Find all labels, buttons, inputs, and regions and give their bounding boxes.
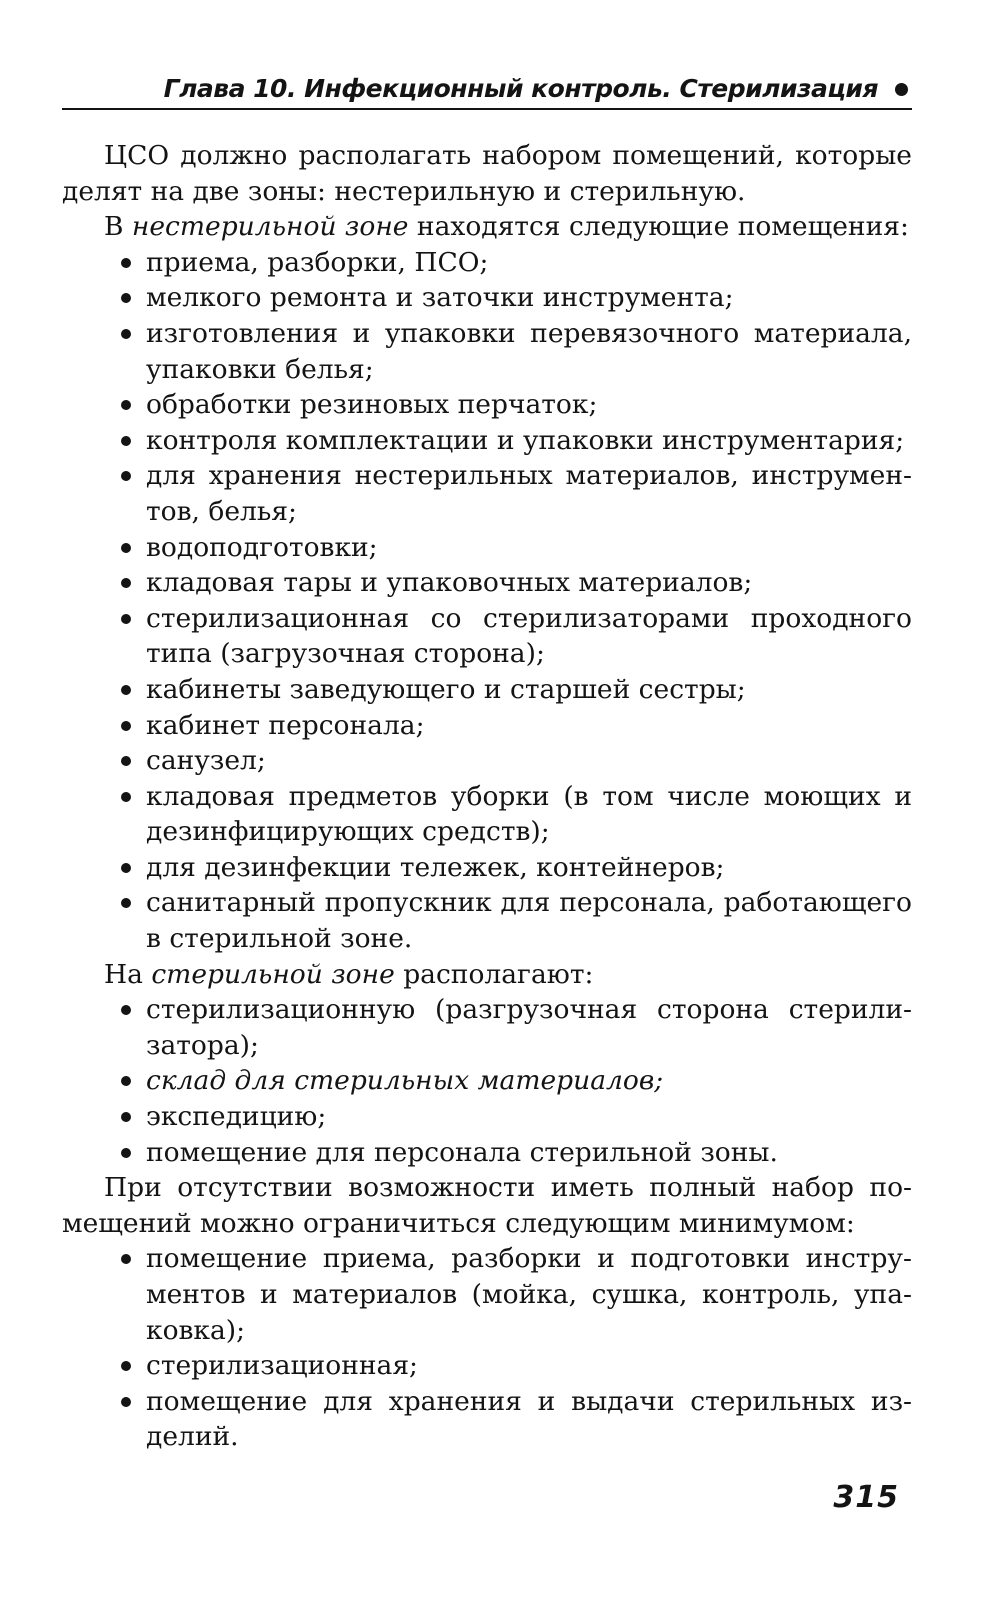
list-item <box>146 1099 912 1135</box>
nonsterile-zone-term: нестерильной зоне <box>131 211 409 243</box>
nonsterile-room-list <box>62 245 912 957</box>
list-item-text: для дезинфекции тележек, контейнеров; <box>146 851 725 883</box>
bullet-icon <box>121 1361 131 1371</box>
page-number: 315 <box>833 1480 899 1515</box>
list-item <box>146 672 912 708</box>
bullet-icon <box>121 578 131 588</box>
nonsterile-zone-paragraph <box>62 209 912 245</box>
list-item <box>146 565 912 601</box>
nonsterile-suffix: находятся следующие помещения: <box>408 211 909 243</box>
sterile-zone-paragraph <box>62 957 912 993</box>
bullet-icon <box>121 1397 131 1407</box>
list-item-text: кладовая предметов уборки (в том числе моющих и дезинфицирующих средств); <box>146 780 912 848</box>
bullet-icon <box>121 543 131 553</box>
list-item-text: помещение для хранения и выдачи стерильных изделий. <box>146 1385 912 1453</box>
list-item <box>146 1063 912 1099</box>
list-item <box>146 245 912 281</box>
list-item <box>146 1384 912 1455</box>
header-rule <box>62 108 912 110</box>
bullet-icon <box>121 1254 131 1264</box>
list-item-text: склад для стерильных материалов; <box>146 1065 664 1097</box>
intro-paragraph: ЦСО должно располагать набором помещений, которые делят на две зоны: нестерильную и стерильную. <box>62 140 912 207</box>
list-item-text: кабинет персонала; <box>146 709 425 741</box>
list-item-text: обработки резиновых перчаток; <box>146 389 598 421</box>
bullet-icon <box>121 1112 131 1122</box>
header-bullet-icon <box>895 83 908 96</box>
list-item <box>146 458 912 529</box>
chapter-title: Глава 10. Инфекционный контроль. Стерилизация <box>163 74 878 103</box>
list-item <box>146 530 912 566</box>
list-item <box>146 316 912 387</box>
list-item-text: помещение для персонала стерильной зоны. <box>146 1136 778 1168</box>
list-item <box>146 387 912 423</box>
list-item <box>146 1348 912 1384</box>
list-item-text: приема, разборки, ПСО; <box>146 246 489 278</box>
list-item <box>146 885 912 956</box>
bullet-icon <box>121 400 131 410</box>
list-item-text: водоподготовки; <box>146 531 378 563</box>
minimum-room-list <box>62 1241 912 1455</box>
bullet-icon <box>121 685 131 695</box>
list-item-text: экспедицию; <box>146 1101 327 1133</box>
list-item <box>146 850 912 886</box>
bullet-icon <box>121 614 131 624</box>
bullet-icon <box>121 1005 131 1015</box>
list-item <box>146 601 912 672</box>
sterile-zone-term: стерильной зоне <box>151 958 395 990</box>
list-item <box>146 1135 912 1171</box>
list-item <box>146 280 912 316</box>
list-item-text: санитарный пропускник для персонала, работающего в стерильной зоне. <box>146 887 912 955</box>
sterile-suffix: располагают: <box>394 958 594 990</box>
bullet-icon <box>121 898 131 908</box>
running-header <box>62 72 912 112</box>
list-item-text: изготовления и упаковки перевязочного материала, упаковки белья; <box>146 317 912 385</box>
bullet-icon <box>121 329 131 339</box>
bullet-icon <box>121 863 131 873</box>
list-item <box>146 423 912 459</box>
bullet-icon <box>121 293 131 303</box>
sterile-prefix: На <box>104 958 152 990</box>
nonsterile-prefix: В <box>104 211 132 243</box>
list-item-text: кабинеты заведующего и старшей сестры; <box>146 673 746 705</box>
bullet-icon <box>121 792 131 802</box>
list-item-text: кладовая тары и упаковочных материалов; <box>146 567 753 599</box>
list-item <box>146 743 912 779</box>
list-item-text: стерилизационная; <box>146 1350 418 1382</box>
list-item-text: контроля комплектации и упаковки инструментария; <box>146 424 905 456</box>
bullet-icon <box>121 436 131 446</box>
minimum-paragraph: При отсутствии возможности иметь полный набор помещений можно ограничиться следующим минимумом: <box>62 1172 912 1239</box>
list-item <box>146 992 912 1063</box>
list-item-text: стерилизационную (разгрузочная сторона стерилизатора); <box>146 994 912 1061</box>
bullet-icon <box>121 1076 131 1086</box>
bullet-icon <box>121 756 131 766</box>
page-body <box>62 138 912 1455</box>
sterile-room-list <box>62 992 912 1170</box>
bullet-icon <box>121 471 131 481</box>
bullet-icon <box>121 1148 131 1158</box>
bullet-icon <box>121 721 131 731</box>
list-item <box>146 708 912 744</box>
list-item <box>146 779 912 850</box>
list-item-text: для хранения нестерильных материалов, инструментов, белья; <box>146 460 912 527</box>
list-item <box>146 1241 912 1348</box>
list-item-text: помещение приема, разборки и подготовки инструментов и материалов (мойка, сушка, контроль, упаковка); <box>146 1243 912 1346</box>
list-item-text: мелкого ремонта и заточки инструмента; <box>146 282 734 314</box>
bullet-icon <box>121 258 131 268</box>
list-item-text: санузел; <box>146 745 266 777</box>
list-item-text: стерилизационная со стерилизаторами проходного типа (загрузочная сторона); <box>146 602 912 670</box>
